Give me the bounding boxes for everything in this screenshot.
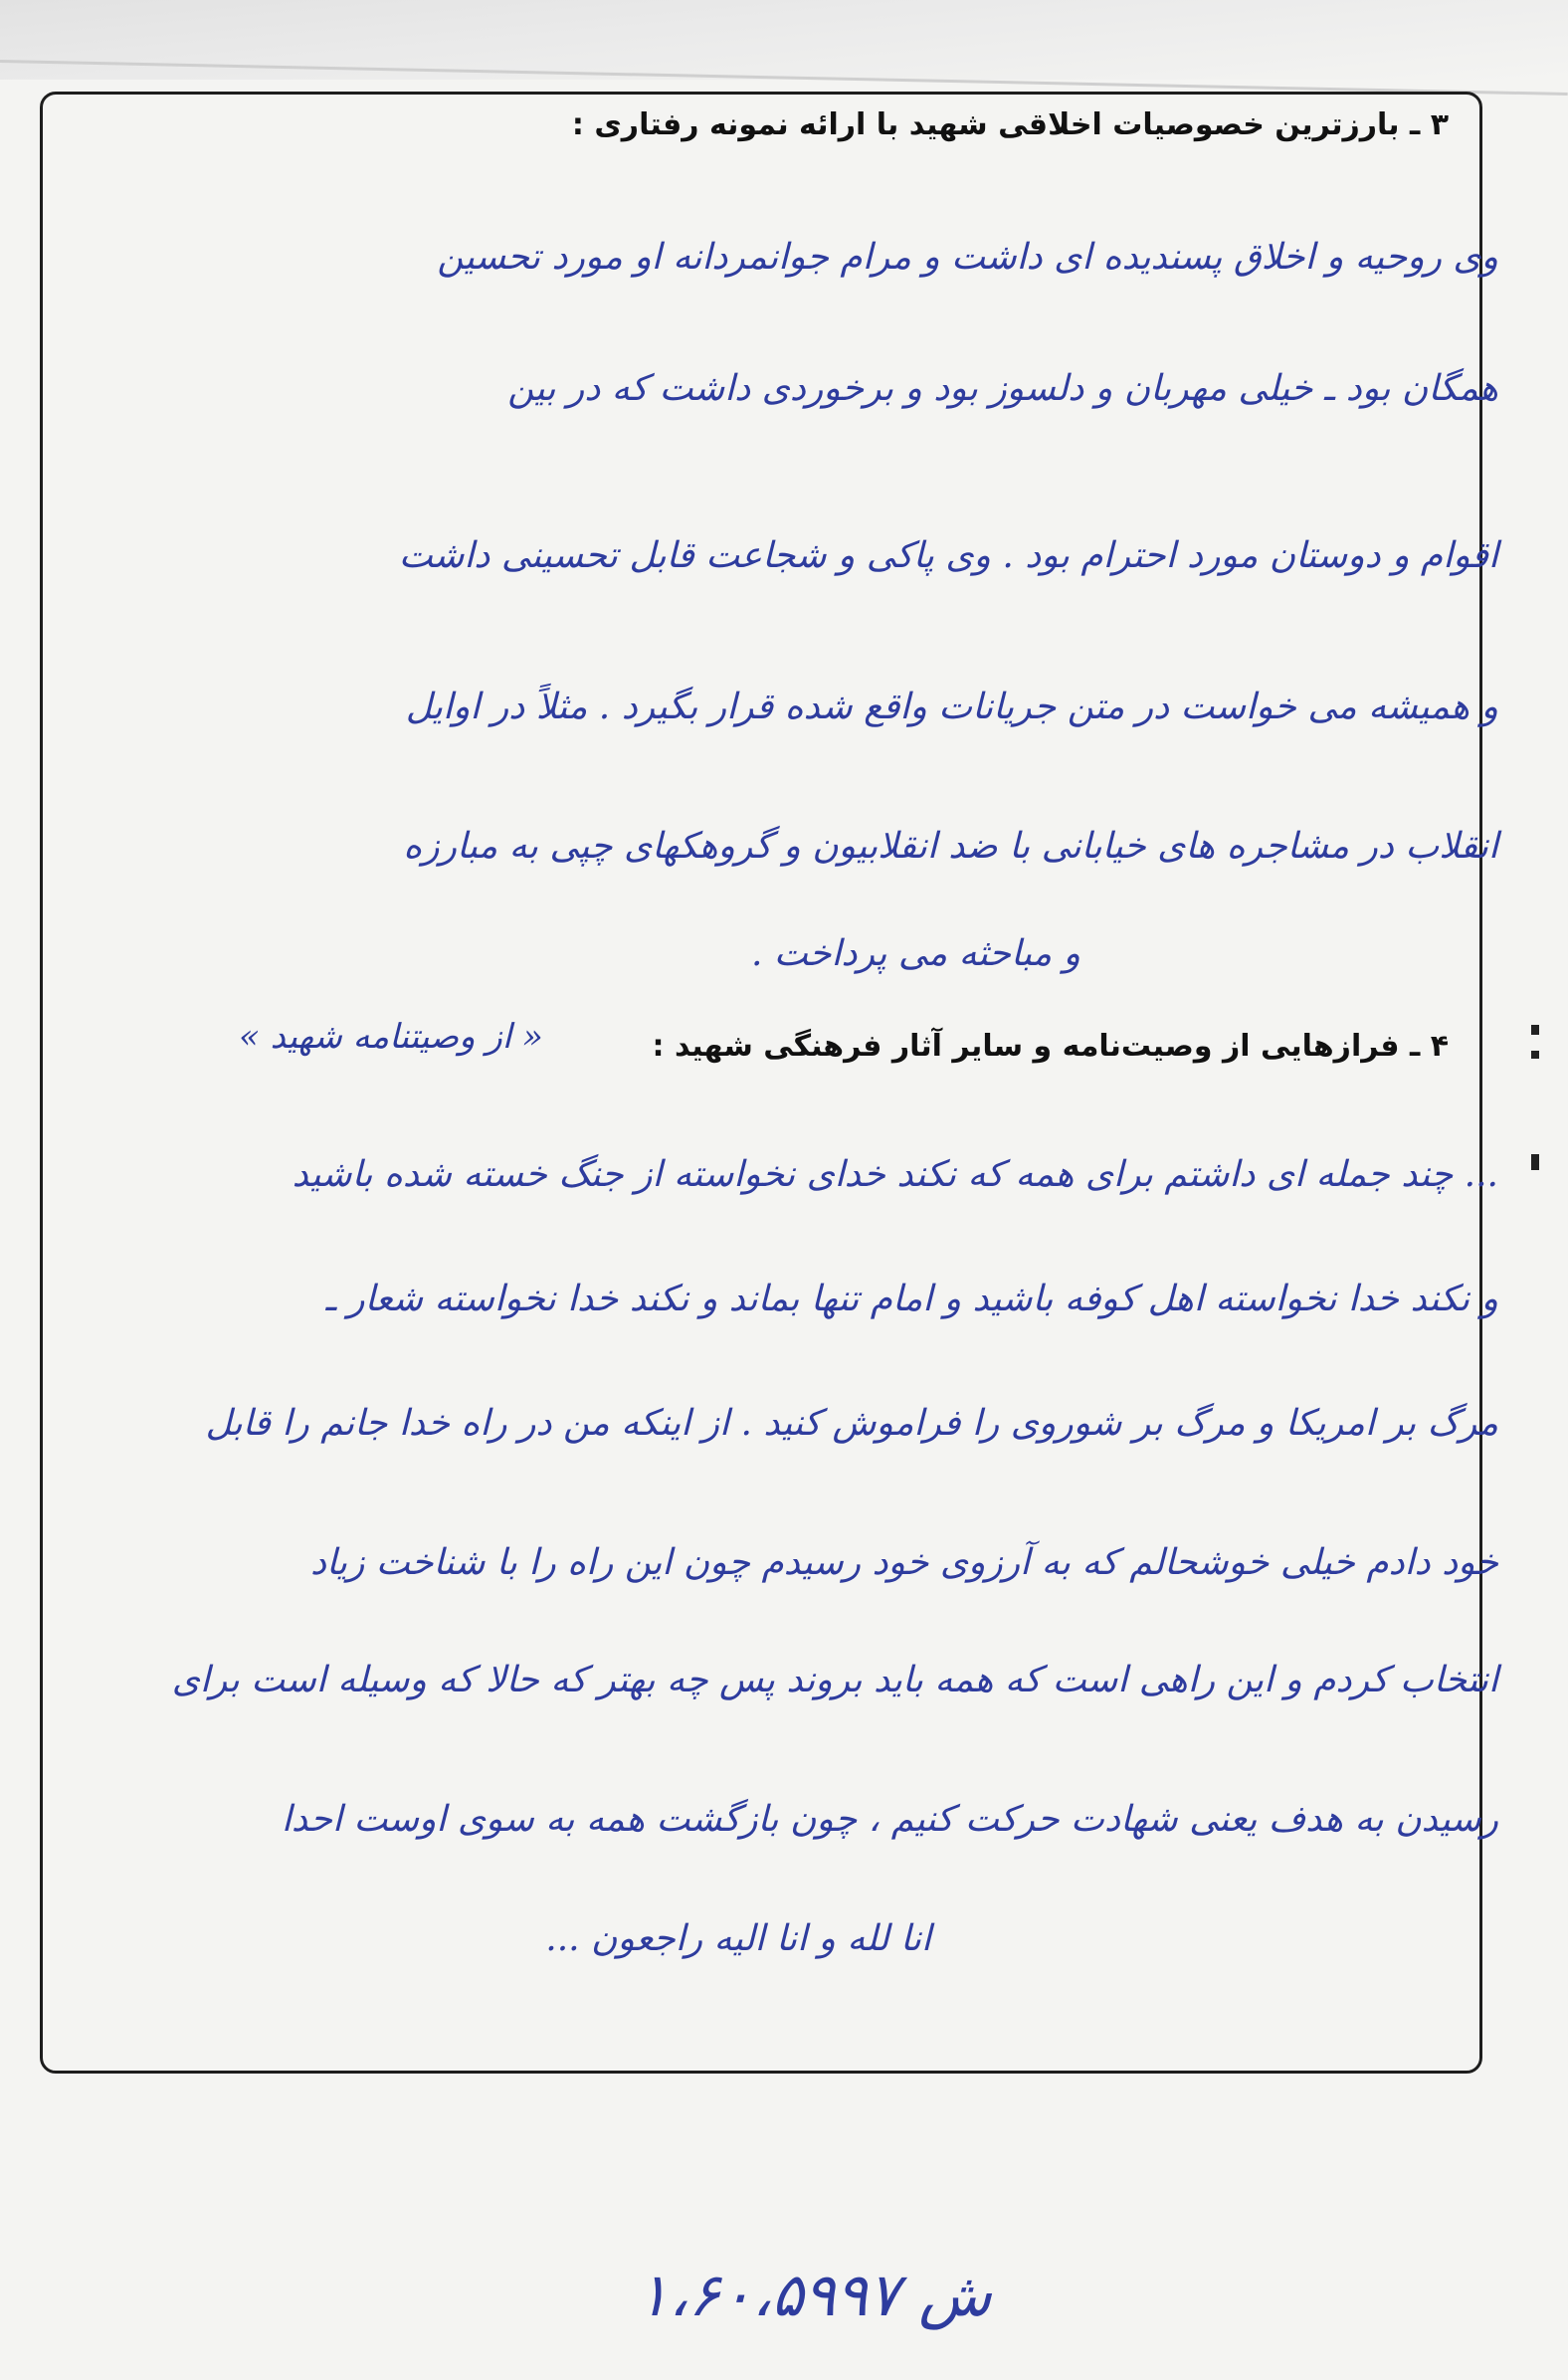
margin-mark bbox=[1531, 1154, 1539, 1170]
margin-mark bbox=[1531, 1025, 1539, 1035]
section-4-line: انتخاب کردم و این راهی است که همه باید بروند پس چه بهتر که حالا که وسیله است برای bbox=[171, 1660, 1498, 1700]
scanned-page-top-edge bbox=[0, 0, 1568, 80]
margin-marks bbox=[1527, 1015, 1547, 1184]
section-4-line: خود دادم خیلی خوشحالم که به آرزوی خود رسیدم چون این راه را با شناخت زیاد bbox=[310, 1542, 1498, 1583]
page-number: ش ۱،۶۰،۵۹۹۷ bbox=[637, 2261, 992, 2330]
section-3-line: وی روحیه و اخلاق پسندیده ای داشت و مرام جوانمردانه او مورد تحسین bbox=[437, 237, 1498, 278]
section-3-line: و همیشه می خواست در متن جریانات واقع شده قرار بگیرد . مثلاً در اوایل bbox=[405, 687, 1498, 727]
section-4-source-note: « از وصیتنامه شهید » bbox=[239, 1017, 543, 1057]
section-3-line: انقلاب در مشاجره های خیابانی با ضد انقلابیون و گروهکهای چپی به مبارزه bbox=[403, 826, 1498, 867]
section-3-heading: ۳ ـ بارزترین خصوصیات اخلاقی شهید با ارائه نمونه رفتاری : bbox=[571, 107, 1449, 142]
section-3-line: اقوام و دوستان مورد احترام بود . وی پاکی و شجاعت قابل تحسینی داشت bbox=[398, 535, 1498, 576]
margin-mark bbox=[1531, 1051, 1539, 1059]
section-4-line: ... چند جمله ای داشتم برای همه که نکند خدای نخواسته از جنگ خسته شده باشید bbox=[292, 1154, 1498, 1195]
section-4-heading: ۴ ـ فرازهایی از وصیت‌نامه و سایر آثار فرهنگی شهید : bbox=[652, 1029, 1449, 1064]
section-4-line: رسیدن به هدف یعنی شهادت حرکت کنیم ، چون بازگشت همه به سوی اوست احدا bbox=[281, 1799, 1498, 1840]
section-4-line: مرگ بر امریکا و مرگ بر شوروی را فراموش کنید . از اینکه من در راه خدا جانم را قابل bbox=[205, 1403, 1498, 1444]
section-3-line: همگان بود ـ خیلی مهربان و دلسوز بود و برخوردی داشت که در بین bbox=[507, 368, 1498, 409]
section-3-line: و مباحثه می پرداخت . bbox=[751, 933, 1080, 974]
section-4-line: و نکند خدا نخواسته اهل کوفه باشید و امام تنها بماند و نکند خدا نخواسته شعار ـ bbox=[325, 1279, 1498, 1319]
section-4-line: انا لله و انا الیه راجعون ... bbox=[545, 1918, 931, 1959]
